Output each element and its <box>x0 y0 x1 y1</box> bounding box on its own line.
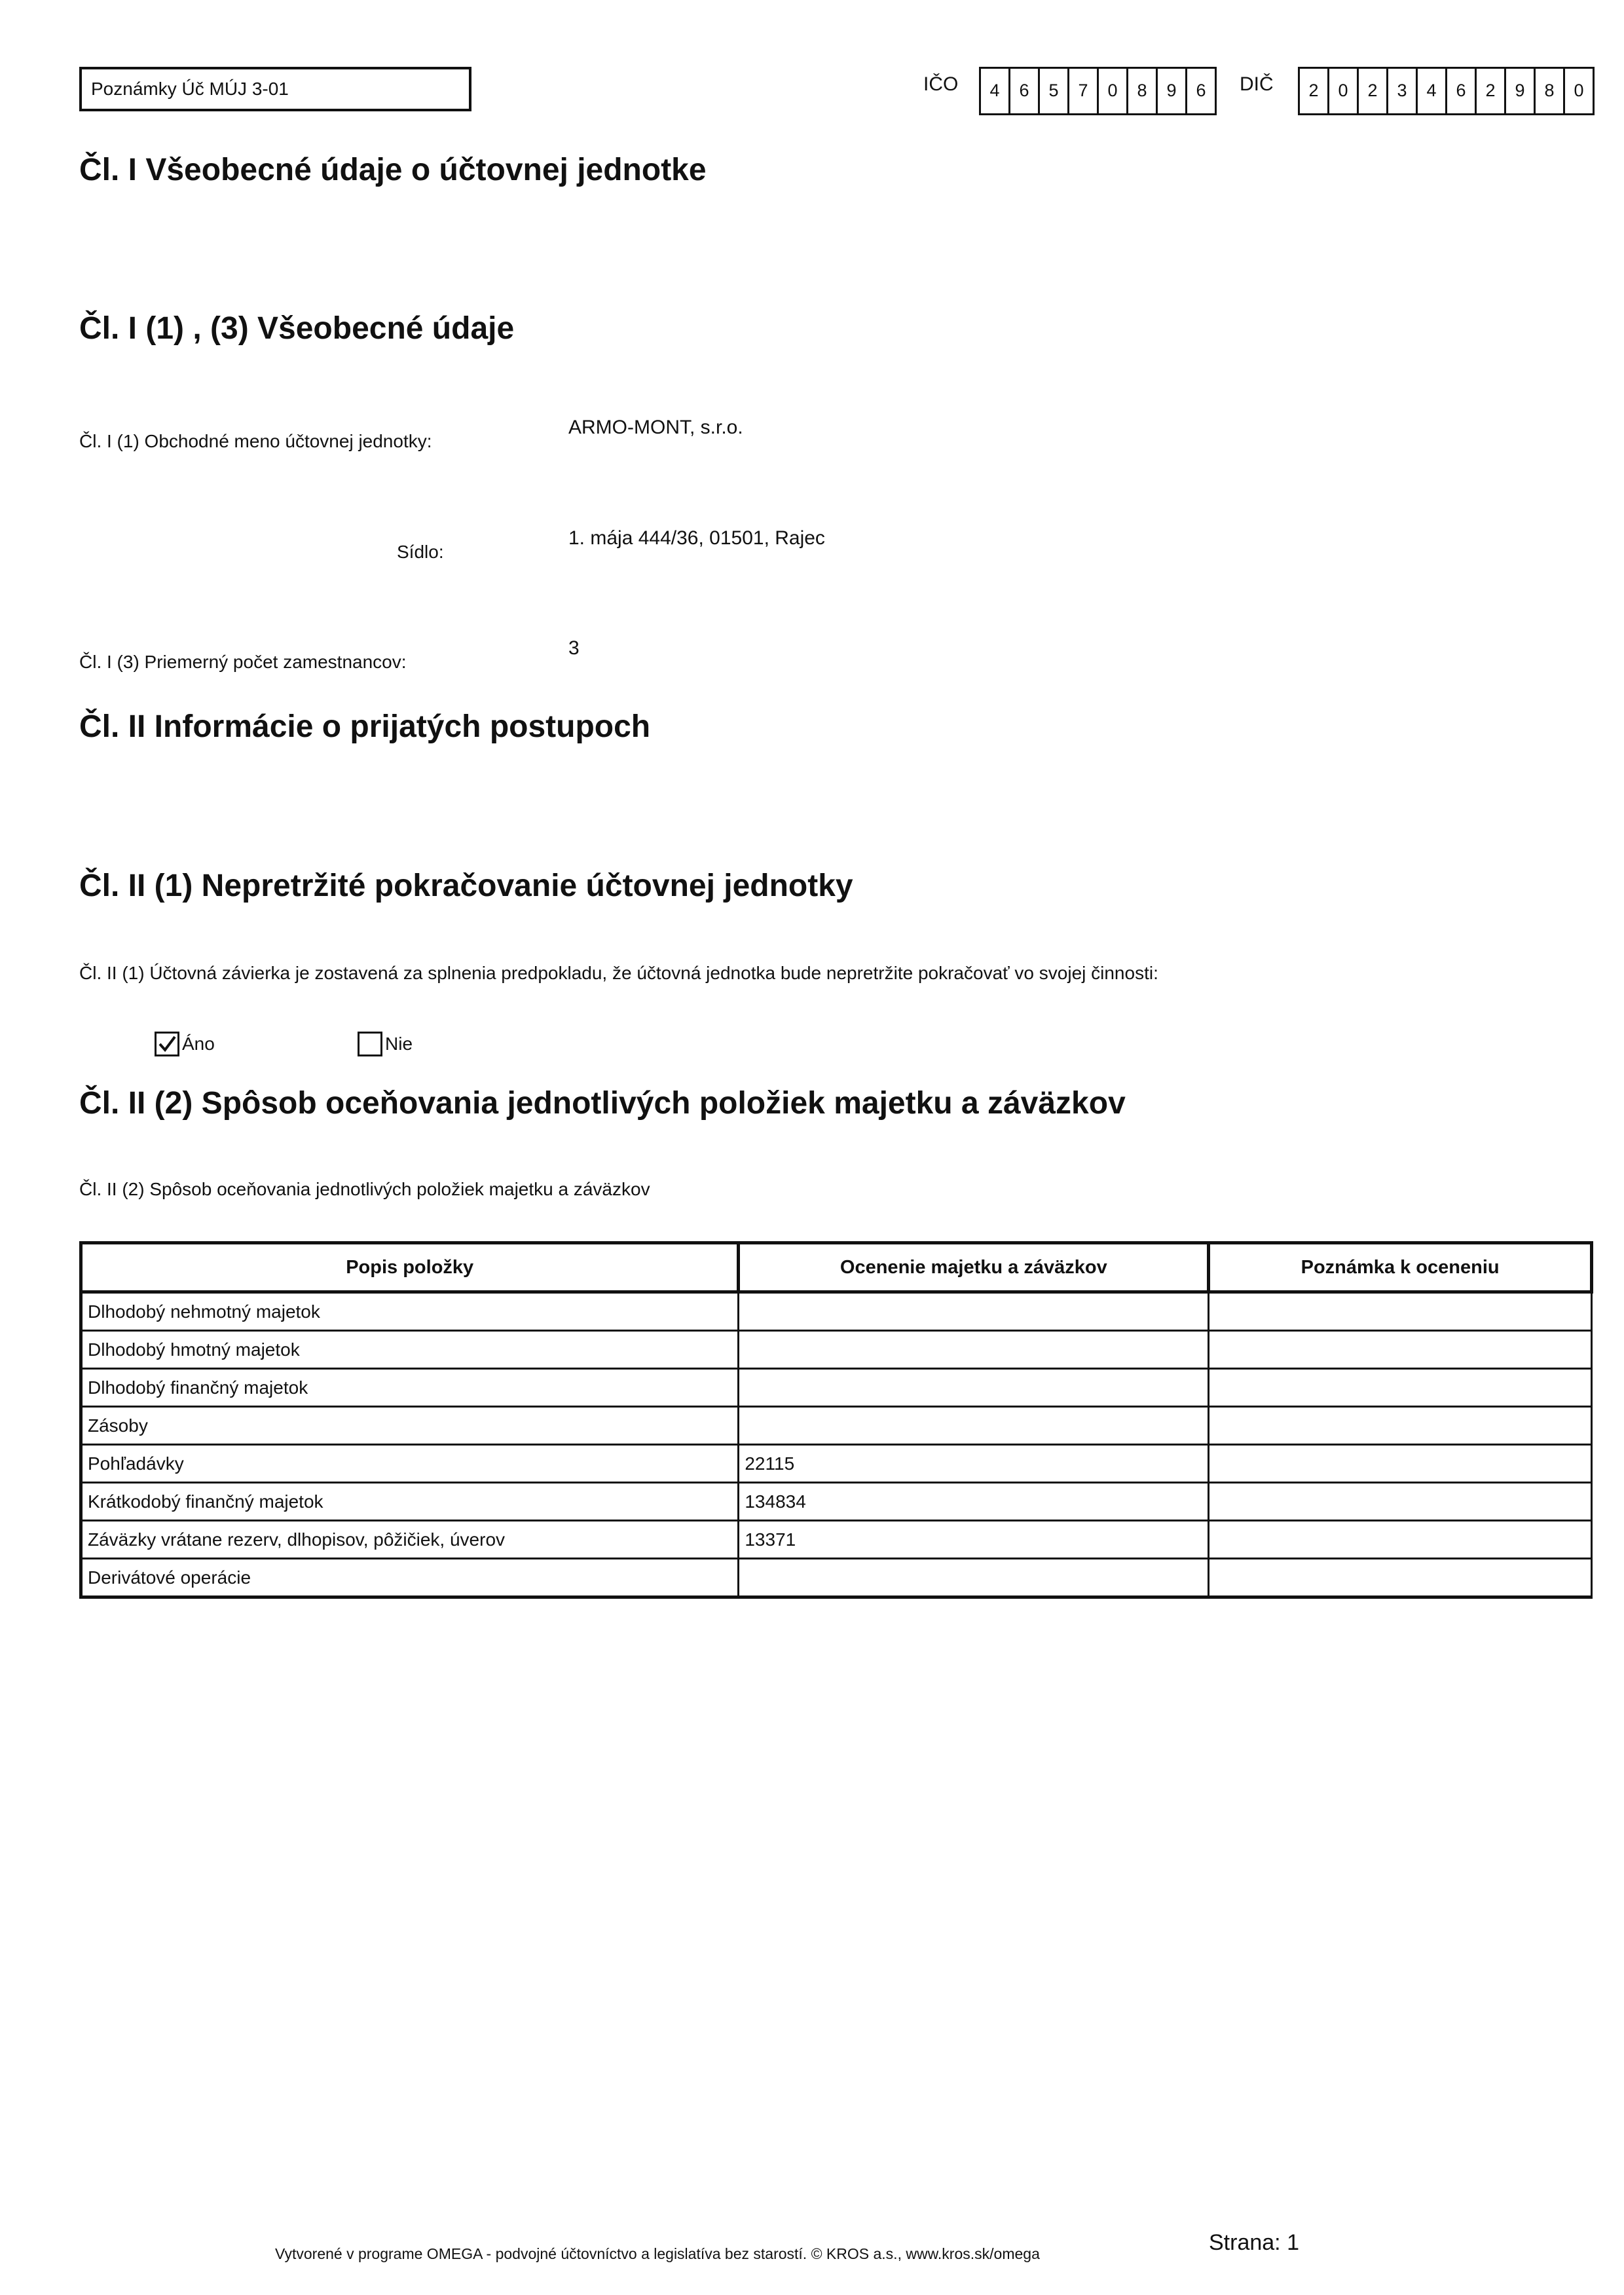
table-row <box>81 1292 1592 1331</box>
row-description: Pohľadávky <box>81 1445 739 1483</box>
ico-digit-row <box>979 67 1217 115</box>
row-valuation: 22115 <box>739 1445 1209 1483</box>
valuation-text: Čl. II (2) Spôsob oceňovania jednotlivých položiek majetku a záväzkov <box>79 1179 650 1199</box>
header-note: Poznámka k oceneniu <box>1209 1243 1592 1292</box>
section2-sub2-title: Čl. II (2) Spôsob oceňovania jednotlivých položiek majetku a záväzkov <box>79 1086 1126 1121</box>
digit-cell: 0 <box>1565 69 1595 113</box>
table-row <box>81 1521 1592 1559</box>
section2-title: Čl. II Informácie o prijatých postupoch <box>79 709 651 744</box>
checkbox-yes[interactable] <box>155 1032 179 1056</box>
row-valuation <box>739 1369 1209 1407</box>
section2-sub1-title: Čl. II (1) Nepretržité pokračovanie účtovnej jednotky <box>79 868 853 903</box>
dic-label: DIČ <box>1240 73 1274 95</box>
row-valuation <box>739 1407 1209 1445</box>
row-note <box>1209 1407 1592 1445</box>
digit-cell: 8 <box>1128 69 1158 113</box>
digit-cell: 6 <box>1010 69 1040 113</box>
row-note <box>1209 1521 1592 1559</box>
row-description: Zásoby <box>81 1407 739 1445</box>
row-valuation: 13371 <box>739 1521 1209 1559</box>
table-row <box>81 1445 1592 1483</box>
header-valuation: Ocenenie majetku a záväzkov <box>739 1243 1209 1292</box>
row-note <box>1209 1483 1592 1521</box>
dic-digit-row <box>1298 67 1595 115</box>
row-valuation <box>739 1559 1209 1597</box>
valuation-table <box>79 1241 1593 1599</box>
table-row <box>81 1559 1592 1597</box>
section1-subtitle: Čl. I (1) , (3) Všeobecné údaje <box>79 311 515 346</box>
digit-cell: 3 <box>1388 69 1418 113</box>
checkbox-no[interactable] <box>358 1032 382 1056</box>
digit-cell: 2 <box>1300 69 1329 113</box>
table-header-row <box>81 1243 1592 1292</box>
digit-cell: 0 <box>1329 69 1359 113</box>
row-valuation <box>739 1292 1209 1331</box>
row-note <box>1209 1445 1592 1483</box>
employees-value: 3 <box>568 637 580 659</box>
digit-cell: 6 <box>1447 69 1477 113</box>
row-description: Dlhodobý nehmotný majetok <box>81 1292 739 1331</box>
section1-title: Čl. I Všeobecné údaje o účtovnej jednotke <box>79 153 707 187</box>
row-note <box>1209 1331 1592 1369</box>
table-row <box>81 1483 1592 1521</box>
seat-value: 1. mája 444/36, 01501, Rajec <box>568 527 825 549</box>
option-yes-label: Áno <box>182 1034 215 1054</box>
row-note <box>1209 1559 1592 1597</box>
option-no-label: Nie <box>385 1034 413 1054</box>
digit-cell: 7 <box>1069 69 1099 113</box>
form-label: Poznámky Úč MÚJ 3-01 <box>91 79 289 99</box>
digit-cell: 4 <box>981 69 1010 113</box>
footer-text: Vytvorené v programe OMEGA - podvojné účtovníctvo a legislatíva bez starostí. © KROS a.s., www.kros.sk/omega <box>275 2245 1040 2262</box>
employees-label: Čl. I (3) Priemerný počet zamestnancov: <box>79 652 407 672</box>
option-yes[interactable] <box>155 1032 215 1056</box>
digit-cell: 0 <box>1099 69 1128 113</box>
seat-label: Sídlo: <box>397 542 444 562</box>
header-item-description: Popis položky <box>81 1243 739 1292</box>
row-description: Dlhodobý finančný majetok <box>81 1369 739 1407</box>
row-valuation: 134834 <box>739 1483 1209 1521</box>
row-description: Dlhodobý hmotný majetok <box>81 1331 739 1369</box>
table-row <box>81 1407 1592 1445</box>
row-description: Záväzky vrátane rezerv, dlhopisov, pôžičiek, úverov <box>81 1521 739 1559</box>
option-no[interactable] <box>358 1032 413 1056</box>
digit-cell: 9 <box>1158 69 1187 113</box>
form-label-box <box>79 67 471 111</box>
digit-cell: 4 <box>1418 69 1447 113</box>
row-description: Krátkodobý finančný majetok <box>81 1483 739 1521</box>
page-number: Strana: 1 <box>1209 2230 1299 2255</box>
digit-cell: 2 <box>1477 69 1506 113</box>
table-row <box>81 1331 1592 1369</box>
row-note <box>1209 1292 1592 1331</box>
going-concern-text: Čl. II (1) Účtovná závierka je zostavená za splnenia predpokladu, že účtovná jednotka bude nepretržite pokračovať vo svojej činnosti: <box>79 963 1158 983</box>
ico-label: IČO <box>923 73 959 95</box>
digit-cell: 8 <box>1536 69 1565 113</box>
company-name-label: Čl. I (1) Obchodné meno účtovnej jednotky: <box>79 431 432 451</box>
company-name-value: ARMO-MONT, s.r.o. <box>568 417 743 438</box>
digit-cell: 9 <box>1506 69 1536 113</box>
digit-cell: 5 <box>1040 69 1069 113</box>
check-icon <box>157 1034 177 1054</box>
digit-cell: 2 <box>1359 69 1388 113</box>
row-valuation <box>739 1331 1209 1369</box>
row-description: Derivátové operácie <box>81 1559 739 1597</box>
digit-cell: 6 <box>1187 69 1217 113</box>
row-note <box>1209 1369 1592 1407</box>
table-row <box>81 1369 1592 1407</box>
